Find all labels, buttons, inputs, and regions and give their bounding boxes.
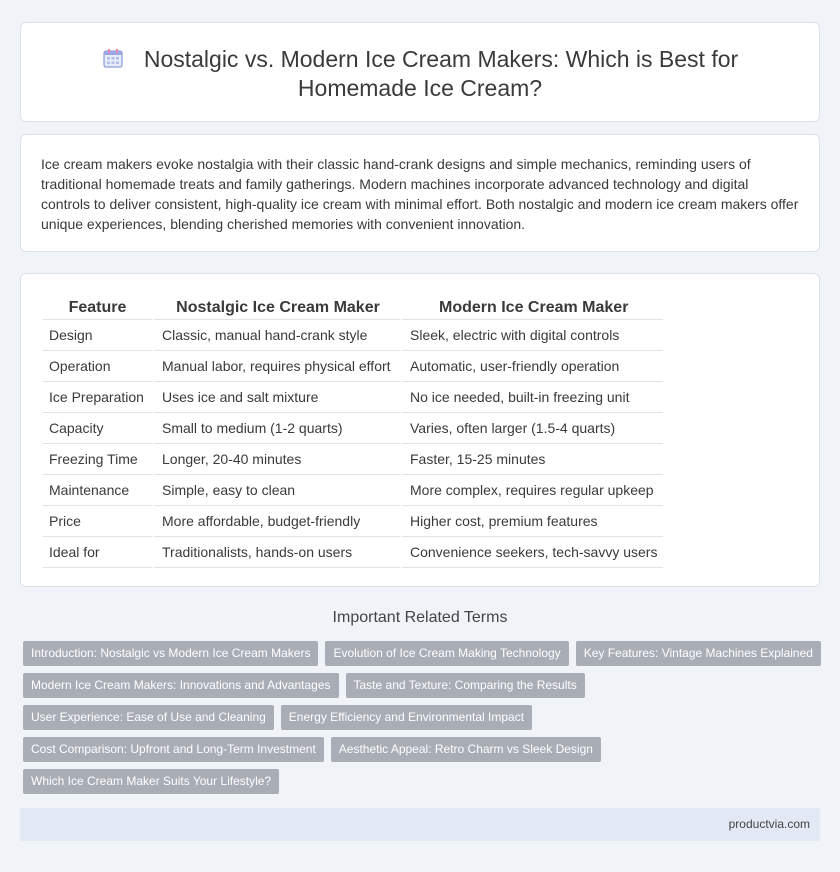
footer-site-link[interactable]: productvia.com — [728, 817, 810, 831]
related-term-tag[interactable]: Which Ice Cream Maker Suits Your Lifestyle? — [23, 769, 279, 794]
comparison-table — [43, 294, 663, 568]
tag-row — [23, 705, 823, 730]
cell-modern: Automatic, user-friendly operation — [400, 351, 663, 382]
cell-nostalgic: Simple, easy to clean — [152, 475, 400, 506]
cell-nostalgic: Classic, manual hand-crank style — [152, 320, 400, 351]
cell-modern: Sleek, electric with digital controls — [400, 320, 663, 351]
title-line-1: Nostalgic vs. Modern Ice Cream Makers: Which is Best for — [143, 46, 739, 72]
tag-row — [23, 769, 823, 794]
header-nostalgic: Nostalgic Ice Cream Maker — [152, 294, 400, 320]
table-row — [43, 320, 663, 351]
related-term-tag[interactable]: Cost Comparison: Upfront and Long-Term Investment — [23, 737, 324, 762]
title-card — [20, 22, 820, 122]
cell-modern: Varies, often larger (1.5-4 quarts) — [400, 413, 663, 444]
table-row — [43, 382, 663, 413]
related-term-tag[interactable]: Key Features: Vintage Machines Explained — [576, 641, 821, 666]
cell-nostalgic: Manual labor, requires physical effort — [152, 351, 400, 382]
header-modern: Modern Ice Cream Maker — [400, 294, 663, 320]
table-header-row — [43, 294, 663, 320]
related-term-tag[interactable]: User Experience: Ease of Use and Cleaning — [23, 705, 274, 730]
related-term-tag[interactable]: Introduction: Nostalgic vs Modern Ice Cream Makers — [23, 641, 318, 666]
header-feature: Feature — [43, 294, 152, 320]
related-terms-title: Important Related Terms — [332, 609, 508, 626]
related-term-tag[interactable]: Energy Efficiency and Environmental Impact — [281, 705, 532, 730]
calendar-icon — [102, 47, 124, 69]
tag-row — [23, 737, 823, 762]
cell-nostalgic: More affordable, budget-friendly — [152, 506, 400, 537]
footer — [20, 808, 820, 841]
table-row — [43, 413, 663, 444]
cell-feature: Freezing Time — [43, 444, 152, 475]
cell-modern: Faster, 15-25 minutes — [400, 444, 663, 475]
table-row — [43, 444, 663, 475]
cell-nostalgic: Longer, 20-40 minutes — [152, 444, 400, 475]
cell-feature: Ice Preparation — [43, 382, 152, 413]
cell-modern: No ice needed, built-in freezing unit — [400, 382, 663, 413]
cell-feature: Maintenance — [43, 475, 152, 506]
table-row — [43, 351, 663, 382]
related-term-tag[interactable]: Evolution of Ice Cream Making Technology — [325, 641, 568, 666]
cell-modern: Higher cost, premium features — [400, 506, 663, 537]
related-term-tag[interactable]: Modern Ice Cream Makers: Innovations and Advantages — [23, 673, 339, 698]
intro-paragraph: Ice cream makers evoke nostalgia with their classic hand-crank designs and simple mechanics, reminding users of traditional homemade treats and family gatherings. Modern machines incorporate advanced technology and digital controls to deliver consistent, high-quality ice cream with minimal effort. Both nostalgic and modern ice cream makers offer unique experiences, blending cherished memories with convenient innovation. — [41, 156, 799, 232]
related-terms-tags — [23, 641, 823, 801]
table-row — [43, 537, 663, 568]
cell-modern: More complex, requires regular upkeep — [400, 475, 663, 506]
cell-nostalgic: Small to medium (1-2 quarts) — [152, 413, 400, 444]
related-term-tag[interactable]: Aesthetic Appeal: Retro Charm vs Sleek Design — [331, 737, 601, 762]
page-title — [21, 45, 819, 103]
cell-nostalgic: Uses ice and salt mixture — [152, 382, 400, 413]
cell-feature: Operation — [43, 351, 152, 382]
cell-feature: Price — [43, 506, 152, 537]
cell-feature: Design — [43, 320, 152, 351]
cell-feature: Ideal for — [43, 537, 152, 568]
table-row — [43, 475, 663, 506]
related-term-tag[interactable]: Taste and Texture: Comparing the Results — [346, 673, 585, 698]
cell-nostalgic: Traditionalists, hands-on users — [152, 537, 400, 568]
intro-card — [20, 134, 820, 252]
title-line-2: Homemade Ice Cream? — [297, 75, 543, 101]
comparison-card — [20, 273, 820, 587]
cell-feature: Capacity — [43, 413, 152, 444]
tag-row — [23, 641, 823, 666]
cell-modern: Convenience seekers, tech-savvy users — [400, 537, 663, 568]
tag-row — [23, 673, 823, 698]
table-row — [43, 506, 663, 537]
